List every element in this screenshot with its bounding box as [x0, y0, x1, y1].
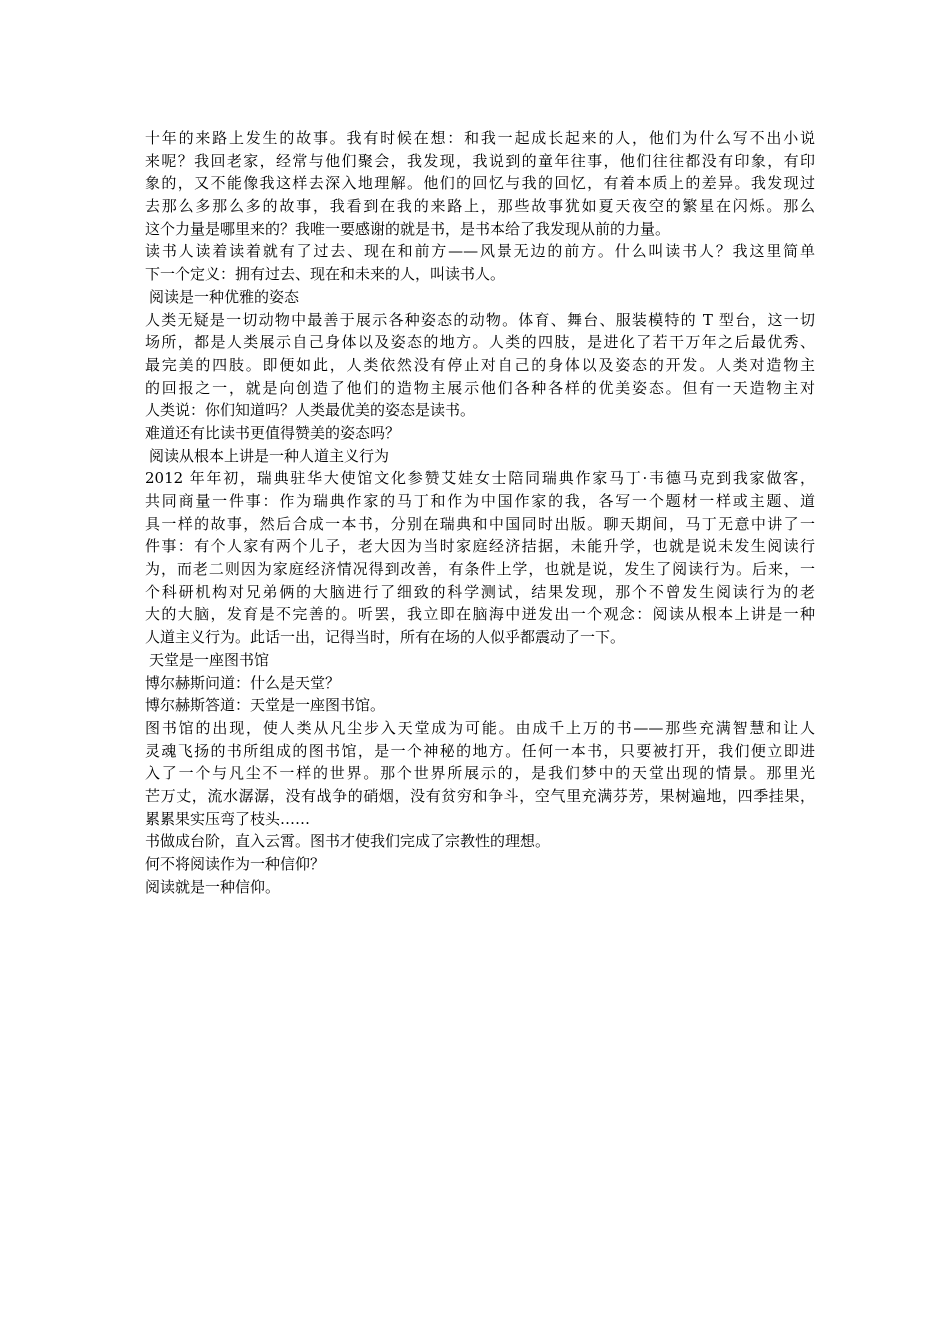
- text-line: 书做成台阶，直入云霄。图书才使我们完成了宗教性的理想。: [145, 832, 551, 851]
- text-line: 大的大脑，发育是不完善的。听罢，我立即在脑海中迸发出一个观念：阅读从根本上讲是一种: [145, 605, 815, 624]
- paragraph: [145, 309, 815, 422]
- text-line: 博尔赫斯问道：什么是天堂？: [145, 673, 341, 692]
- text-line: 件事：有个人家有两个儿子，老大因为当时家庭经济拮据，未能升学，也就是说未发生阅读行: [145, 537, 815, 556]
- text-line: 人类无疑是一切动物中最善于展示各种姿态的动物。体育、舞台、服装模特的 T 型台，这一切: [145, 310, 815, 329]
- paragraph: [145, 717, 815, 830]
- text-line: 十年的来路上发生的故事。我有时候在想：和我一起成长起来的人，他们为什么写不出小说: [145, 129, 815, 147]
- paragraph: [145, 467, 815, 649]
- section-heading: [145, 445, 815, 468]
- section-heading: [145, 286, 815, 309]
- paragraph: [145, 127, 815, 240]
- paragraph: [145, 672, 815, 695]
- text-line: 阅读是一种优雅的姿态: [149, 287, 300, 306]
- text-line: 难道还有比读书更值得赞美的姿态吗？: [145, 423, 401, 442]
- text-line: 去那么多那么多的故事，我看到在我的来路上，那些故事犹如夏天夜空的繁星在闪烁。那么: [145, 197, 815, 216]
- document-body: [145, 127, 815, 898]
- text-line: 读书人读着读着就有了过去、现在和前方——风景无边的前方。什么叫读书人？我这里简单: [145, 242, 815, 261]
- text-line: 入了一个与凡尘不一样的世界。那个世界所展示的，是我们梦中的天堂出现的情景。那里光: [145, 764, 815, 783]
- text-line: 灵魂飞扬的书所组成的图书馆，是一个神秘的地方。任何一本书，只要被打开，我们便立即进: [145, 741, 815, 760]
- text-line: 何不将阅读作为一种信仰？: [145, 855, 326, 873]
- text-line: 芒万丈，流水潺潺，没有战争的硝烟，没有贫穷和争斗，空气里充满芬芳，果树遍地，四季挂果，: [145, 786, 815, 805]
- text-line: 象的，又不能像我这样去深入地理解。他们的回忆与我的回忆，有着本质上的差异。我发现过: [145, 174, 815, 193]
- text-line: 图书馆的出现，使人类从凡尘步入天堂成为可能。由成千上万的书——那些充满智慧和让人: [145, 718, 815, 737]
- text-line: 场所，都是人类展示自己身体以及姿态的地方。人类的四肢，是进化了若干万年之后最优秀、: [145, 333, 815, 352]
- text-line: 人类说：你们知道吗？人类最优美的姿态是读书。: [145, 401, 476, 420]
- text-line: 来呢？我回老家，经常与他们聚会，我发现，我说到的童年往事，他们往往都没有印象，有印: [145, 151, 815, 170]
- text-line: 个科研机构对兄弟俩的大脑进行了细致的科学测试，结果发现，那个不曾发生阅读行为的老: [145, 582, 815, 601]
- text-line: 为，而老二则因为家庭经济情况得到改善，有条件上学，也就是说，发生了阅读行为。后来，一: [145, 560, 815, 579]
- text-line: 下一个定义：拥有过去、现在和未来的人，叫读书人。: [145, 265, 506, 284]
- text-line: 人道主义行为。此话一出，记得当时，所有在场的人似乎都震动了一下。: [145, 628, 626, 647]
- text-line: 天堂是一座图书馆: [149, 650, 270, 669]
- text-line: 阅读从根本上讲是一种人道主义行为: [149, 446, 390, 465]
- text-line: 2012 年年初，瑞典驻华大使馆文化参赞艾娃女士陪同瑞典作家马丁·韦德马克到我家做客，: [145, 469, 815, 488]
- paragraph: [145, 876, 815, 899]
- paragraph: [145, 853, 815, 876]
- text-line: 阅读就是一种信仰。: [145, 877, 281, 896]
- paragraph: [145, 830, 815, 853]
- text-line: 具一样的故事，然后合成一本书，分别在瑞典和中国同时出版。聊天期间，马丁无意中讲了一: [145, 514, 815, 533]
- text-line: 博尔赫斯答道：天堂是一座图书馆。: [145, 696, 386, 715]
- text-line: 最完美的四肢。即便如此，人类依然没有停止对自己的身体以及姿态的开发。人类对造物主: [145, 355, 815, 374]
- text-line: 的回报之一，就是向创造了他们的造物主展示他们各种各样的优美姿态。但有一天造物主对: [145, 378, 815, 397]
- paragraph: [145, 240, 815, 285]
- text-line: 这个力量是哪里来的？我唯一要感谢的就是书，是书本给了我发现从前的力量。: [145, 219, 671, 238]
- text-line: 共同商量一件事：作为瑞典作家的马丁和作为中国作家的我，各写一个题材一样或主题、道: [145, 492, 815, 510]
- paragraph: [145, 694, 815, 717]
- section-heading: [145, 649, 815, 672]
- paragraph: [145, 422, 815, 445]
- text-line: 累累果实压弯了枝头……: [145, 809, 311, 828]
